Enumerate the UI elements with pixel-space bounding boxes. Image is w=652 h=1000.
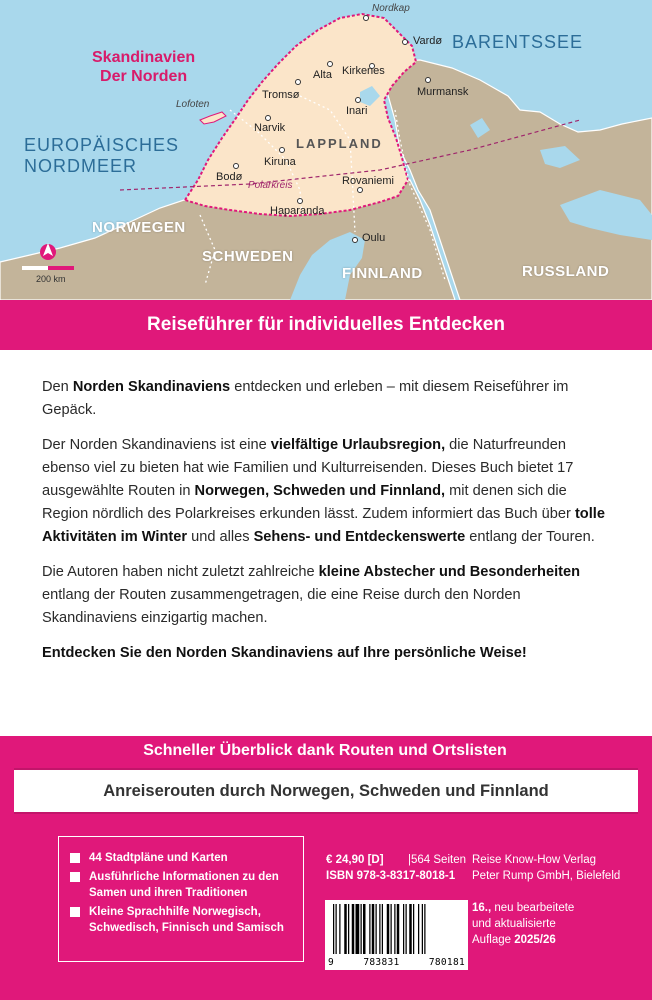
barcode-left-digits: 783831 bbox=[363, 957, 400, 968]
sea-label-barents: BARENTSSEE bbox=[452, 32, 584, 52]
barcode-bar bbox=[348, 904, 349, 954]
p2-t5: entlang der Touren. bbox=[465, 529, 595, 545]
city-label-vardo: Vardø bbox=[413, 35, 443, 47]
p1-bold: Norden Skandinaviens bbox=[72, 379, 231, 395]
p2-t1: Der Norden Skandinaviens ist eine bbox=[42, 437, 271, 453]
paragraph-1 bbox=[42, 376, 612, 422]
city-label-lofoten: Lofoten bbox=[176, 99, 210, 110]
isbn: ISBN 978-3-8317-8018-1 bbox=[326, 870, 456, 882]
p2-b3: tolle Aktivitäten im Winter bbox=[42, 506, 605, 545]
barcode-bar bbox=[363, 904, 366, 954]
country-label-sweden: SCHWEDEN bbox=[202, 248, 294, 265]
scale-bar-half bbox=[22, 266, 48, 270]
barcode-bar bbox=[406, 904, 407, 954]
map-illustration bbox=[0, 0, 652, 300]
barcode-bar bbox=[352, 904, 355, 954]
barcode-bar bbox=[397, 904, 400, 954]
city-label-kiruna: Kiruna bbox=[264, 156, 296, 168]
sea-label-nordmeer-1: EUROPÄISCHES bbox=[24, 135, 180, 155]
price-row bbox=[326, 852, 466, 868]
feature-text: Ausführliche Informationen zu den Samen und ihren Traditionen bbox=[89, 871, 279, 899]
paragraph-4 bbox=[42, 642, 612, 665]
city-label-oulu: Oulu bbox=[362, 232, 386, 244]
barcode-right-digits: 780181 bbox=[428, 957, 465, 968]
p3-t2: entlang der Routen zusammengetragen, die eine Reise durch den Norden Skandinaviens einzigartig machen. bbox=[42, 587, 521, 626]
p2-b4: Sehens- und Entdeckenswerte bbox=[253, 529, 466, 545]
city-label-kirkenes: Kirkenes bbox=[342, 65, 385, 77]
barcode-number bbox=[328, 957, 465, 968]
checkbox-icon bbox=[70, 907, 80, 917]
barcode-bar bbox=[391, 904, 392, 954]
city-label-nordkap: Nordkap bbox=[372, 3, 410, 14]
p1-post: entdecken und erleben – mit diesem Reiseführer im Gepäck. bbox=[42, 379, 569, 418]
barcode-bar bbox=[413, 904, 414, 954]
city-label-bodo: Bodø bbox=[216, 171, 243, 183]
edition-line1 bbox=[472, 900, 642, 916]
barcode-bars bbox=[333, 904, 460, 954]
barcode-bar bbox=[387, 904, 390, 954]
barcode-bar bbox=[369, 904, 370, 954]
price: € 24,90 [D] bbox=[326, 854, 384, 866]
feature-text: 44 Stadtpläne und Karten bbox=[89, 852, 228, 864]
edition-line3-pre: Auflage bbox=[472, 934, 515, 946]
arctic-circle-label: Polarkreis bbox=[248, 180, 293, 191]
p3-t1: Die Autoren haben nicht zuletzt zahlreiche bbox=[42, 564, 319, 580]
barcode bbox=[325, 900, 468, 970]
price-info bbox=[326, 852, 466, 884]
barcode-bar bbox=[333, 904, 334, 954]
p2-b2: Norwegen, Schweden und Finnland, bbox=[194, 483, 446, 499]
city-label-tromso: Tromsø bbox=[262, 89, 300, 101]
map-title-line2: Der Norden bbox=[100, 68, 188, 85]
barcode-bar bbox=[376, 904, 377, 954]
barcode-bar bbox=[379, 904, 380, 954]
map-title-line1: Skandinavien bbox=[92, 49, 196, 66]
barcode-bar bbox=[339, 904, 340, 954]
p2-b1: vielfältige Urlaubsregion, bbox=[270, 437, 446, 453]
feature-list bbox=[70, 850, 302, 939]
edition-info bbox=[472, 900, 642, 948]
routes-box-text: Anreiserouten durch Norwegen, Schweden und Finnland bbox=[103, 781, 549, 800]
p4-bold: Entdecken Sie den Norden Skandinaviens auf Ihre persönliche Weise! bbox=[42, 645, 527, 661]
city-label-narvik: Narvik bbox=[254, 122, 286, 134]
barcode-bar bbox=[344, 904, 347, 954]
country-label-finland: FINNLAND bbox=[342, 265, 423, 282]
publisher-info bbox=[472, 852, 642, 884]
city-label-inari: Inari bbox=[346, 105, 368, 117]
city-label-murmansk: Murmansk bbox=[417, 86, 469, 98]
barcode-bar bbox=[409, 904, 412, 954]
p3-b1: kleine Abstecher und Besonderheiten bbox=[318, 564, 581, 580]
edition-year: 2025/26 bbox=[514, 934, 556, 946]
city-label-alta: Alta bbox=[313, 69, 332, 81]
barcode-bar bbox=[394, 904, 395, 954]
p2-t3: mit denen sich die Region nördlich des Polarkreises erkunden lässt. Zudem informiert das Buch über bbox=[42, 483, 575, 522]
country-label-russia: RUSSLAND bbox=[522, 263, 610, 280]
p2-t4: und alles bbox=[187, 529, 254, 545]
barcode-bar bbox=[361, 904, 362, 954]
sea-label-nordmeer-2: NORDMEER bbox=[24, 156, 138, 176]
city-label-rovaniemi: Rovaniemi bbox=[342, 175, 394, 187]
header-band-title: Reiseführer für individuelles Entdecken bbox=[147, 314, 505, 335]
highlight-banner: Schneller Überblick dank Routen und Ortslisten bbox=[120, 736, 530, 766]
paragraph-3 bbox=[42, 561, 612, 630]
barcode-bar bbox=[372, 904, 375, 954]
barcode-bar bbox=[424, 904, 425, 954]
edition-number: 16., bbox=[472, 902, 492, 914]
barcode-bar bbox=[422, 904, 423, 954]
region-label-lappland: LAPPLAND bbox=[296, 136, 383, 151]
scale-label: 200 km bbox=[36, 274, 66, 284]
publisher-line2: Peter Rump GmbH, Bielefeld bbox=[472, 870, 621, 882]
routes-box bbox=[14, 768, 638, 814]
blurb-text bbox=[42, 376, 612, 677]
barcode-bar bbox=[336, 904, 337, 954]
barcode-bar bbox=[382, 904, 383, 954]
country-label-norway: NORWEGEN bbox=[92, 219, 186, 236]
p1-pre: Den bbox=[42, 379, 73, 395]
feature-item bbox=[70, 850, 302, 866]
city-label-haparanda: Haparanda bbox=[270, 205, 325, 217]
checkbox-icon bbox=[70, 853, 80, 863]
edition-line1-rest: neu bearbeitete bbox=[491, 902, 575, 914]
barcode-first-digit: 9 bbox=[328, 957, 335, 968]
feature-item bbox=[70, 869, 302, 901]
barcode-bar bbox=[403, 904, 404, 954]
paragraph-2 bbox=[42, 434, 612, 549]
checkbox-icon bbox=[70, 872, 80, 882]
p2-t2: die Naturfreunden ebenso viel zu bieten hat wie Familien und Kulturreisenden. Dieses Buch bietet 17 ausgewählte Routen in bbox=[42, 437, 574, 499]
barcode-bar bbox=[356, 904, 360, 954]
barcode-bar bbox=[418, 904, 419, 954]
edition-line3 bbox=[472, 932, 642, 948]
feature-text: Kleine Sprachhilfe Norwegisch, Schwedisch, Finnisch und Samisch bbox=[89, 906, 284, 934]
feature-item bbox=[70, 904, 302, 936]
map-title bbox=[92, 48, 195, 86]
header-band bbox=[0, 300, 652, 350]
publisher-line1: Reise Know-How Verlag bbox=[472, 854, 597, 866]
edition-line2: und aktualisierte bbox=[472, 918, 556, 930]
page-count: |564 Seiten bbox=[408, 854, 466, 866]
